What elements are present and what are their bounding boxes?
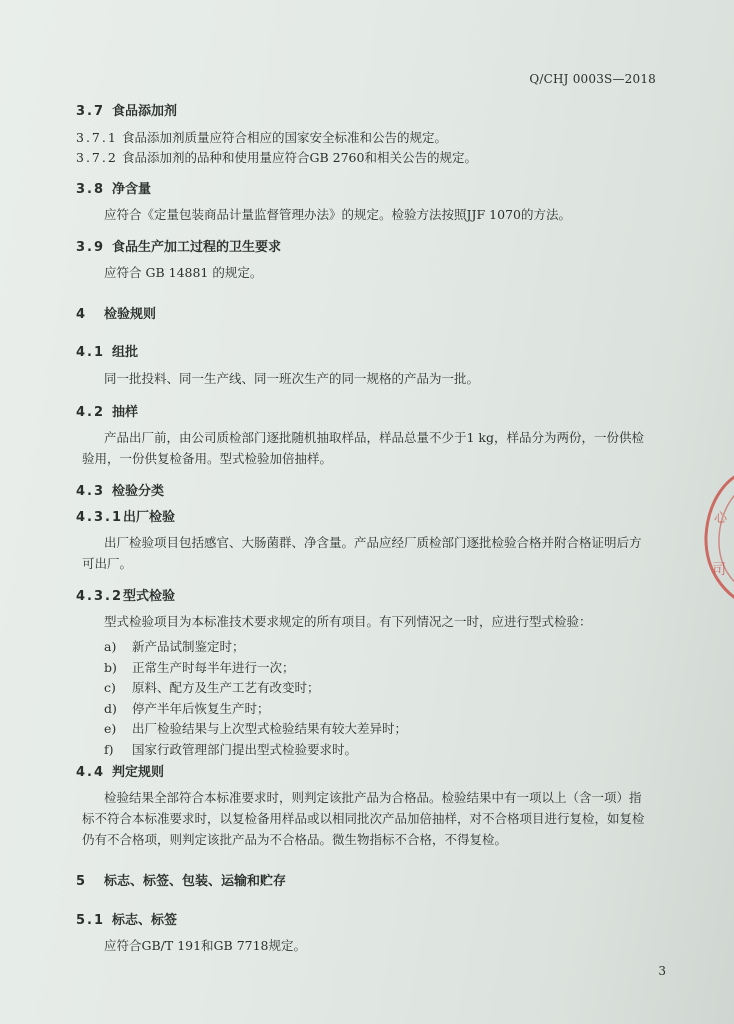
clause-p371 [76, 128, 447, 146]
section-heading-h43 [76, 480, 164, 499]
section-title: 判定规则 [112, 765, 165, 780]
list-marker: d) [104, 700, 117, 716]
paragraph-p432: 型式检验项目为本标准技术要求规定的所有项目。有下列情况之一时，应进行型式检验： [104, 614, 592, 629]
section-heading-h39 [76, 236, 281, 255]
section-title: 食品添加剂 [112, 104, 178, 119]
paragraph-p42b: 验用，一份供复检备用。型式检验加倍抽样。 [82, 451, 333, 466]
section-heading-h37 [76, 100, 177, 119]
section-title: 标志、标签、包装、运输和贮存 [104, 874, 287, 889]
list-item [104, 678, 320, 696]
section-heading-h4 [76, 303, 156, 322]
section-number: 4 [76, 307, 88, 322]
list-marker: b) [104, 659, 117, 675]
section-title: 检验分类 [112, 484, 165, 499]
list-item [104, 699, 270, 717]
section-heading-h41 [76, 341, 138, 360]
section-number: 3.9 [76, 240, 106, 255]
section-number: 4.3 [76, 484, 106, 499]
section-number: 4.4 [76, 765, 106, 780]
section-heading-h432 [76, 585, 175, 604]
list-text: 原料、配方及生产工艺有改变时； [132, 680, 320, 695]
section-title: 出厂检验 [123, 510, 176, 525]
paragraph-p44c: 仍有不合格项，则判定该批产品为不合格品。微生物指标不合格，不得复检。 [82, 832, 508, 847]
paragraph-p51: 应符合GB/T 191和GB 7718规定。 [104, 938, 307, 953]
paragraph-p42a: 产品出厂前，由公司质检部门逐批随机抽取样品，样品总量不少于1 kg，样品分为两份，一份供检 [104, 430, 645, 445]
section-number: 5 [76, 874, 88, 889]
section-number: 3.7.2 [76, 150, 118, 165]
section-number: 4.1 [76, 345, 106, 360]
list-text: 新产品试制鉴定时； [132, 639, 245, 654]
section-title: 食品添加剂的品种和使用量应符合GB 2760和相关公告的规定。 [122, 150, 477, 165]
section-number: 3.7 [76, 104, 106, 119]
list-marker: a) [104, 639, 117, 654]
section-heading-h51 [76, 909, 177, 928]
red-seal-stamp-icon [692, 462, 734, 612]
svg-text:心: 心 [714, 511, 728, 526]
paragraph-p41: 同一批投料、同一生产线、同一班次生产的同一规格的产品为一批。 [104, 371, 480, 386]
section-heading-h38 [76, 178, 151, 197]
paragraph-p44a: 检验结果全部符合本标准要求时，则判定该批产品为合格品。检验结果中有一项以上（含一项）指 [104, 790, 642, 805]
section-title: 标志、标签 [112, 913, 178, 928]
section-heading-h431 [76, 506, 175, 525]
clause-p372 [76, 148, 477, 166]
list-text: 正常生产时每半年进行一次； [132, 659, 295, 675]
list-marker: f) [104, 741, 114, 757]
list-item [104, 740, 357, 758]
section-number: 5.1 [76, 913, 106, 928]
section-title: 净含量 [112, 182, 152, 197]
section-number: 3.7.1 [76, 130, 118, 145]
paragraph-p431b: 可出厂。 [82, 556, 133, 571]
section-heading-h5 [76, 870, 286, 889]
list-text: 出厂检验结果与上次型式检验结果有较大差异时； [132, 721, 408, 736]
paragraph-p39: 应符合 GB 14881 的规定。 [104, 265, 263, 280]
section-number: 4.3.1 [76, 510, 124, 525]
section-title: 组批 [112, 345, 139, 360]
section-heading-h42 [76, 401, 138, 420]
list-text: 国家行政管理部门提出型式检验要求时。 [132, 741, 358, 757]
paragraph-p44b: 标不符合本标准要求时，以复检备用样品或以相同批次产品加倍抽样，对不合格项目进行复检，如复检 [82, 811, 645, 826]
section-heading-h44 [76, 761, 164, 780]
standard-code: Q/CHJ 0003S—2018 [529, 72, 656, 86]
list-item [104, 719, 407, 737]
section-title: 型式检验 [123, 589, 176, 604]
list-item [104, 637, 245, 655]
svg-text:司: 司 [712, 562, 726, 578]
page-number: 3 [658, 964, 666, 978]
list-item [104, 658, 295, 676]
list-marker: e) [104, 721, 117, 736]
section-title: 食品添加剂质量应符合相应的国家安全标准和公告的规定。 [122, 130, 448, 145]
section-title: 检验规则 [104, 307, 157, 322]
paragraph-p38: 应符合《定量包装商品计量监督管理办法》的规定。检验方法按照JJF 1070的方法。 [104, 207, 571, 222]
section-title: 食品生产加工过程的卫生要求 [112, 240, 282, 255]
section-number: 4.3.2 [76, 589, 124, 604]
section-number: 3.8 [76, 182, 106, 197]
section-number: 4.2 [76, 405, 106, 420]
list-text: 停产半年后恢复生产时； [132, 700, 270, 716]
section-title: 抽样 [112, 405, 139, 420]
list-marker: c) [104, 680, 116, 695]
paragraph-p431a: 出厂检验项目包括感官、大肠菌群、净含量。产品应经厂质检部门逐批检验合格并附合格证明后方 [104, 535, 642, 550]
